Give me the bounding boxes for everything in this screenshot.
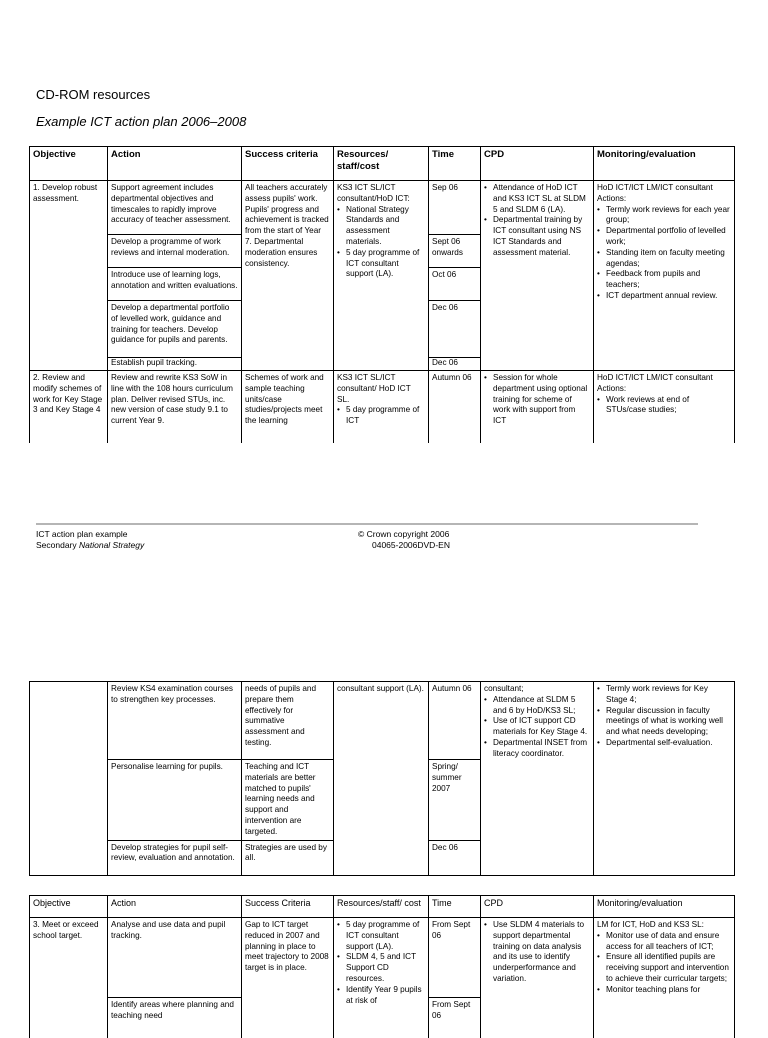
action-plan-table: [29, 146, 735, 443]
action-cell: Develop strategies for pupil self-review, evaluation and annotation.: [108, 840, 242, 875]
footer-divider: [36, 523, 698, 525]
header-success-criteria: Success criteria: [242, 147, 334, 181]
time-cell: Oct 06: [429, 268, 481, 301]
table-header-row: [30, 147, 735, 181]
header-cpd: CPD: [481, 147, 594, 181]
time-cell: From Sept 06: [429, 998, 481, 1038]
action-cell: Review and rewrite KS3 SoW in line with the 108 hours curriculum plan. Deliver revised STUs, inc. new version of case study 9.1 to current Year 9.: [108, 371, 242, 443]
time-cell: Dec 06: [429, 358, 481, 371]
header-monitoring: Monitoring/evaluation: [594, 896, 735, 918]
time-cell: Autumn 06: [429, 682, 481, 760]
cpd-cell: consultant; • Attendance at SLDM 5 and 6 by HoD/KS3 SL; • Use of ICT support CD materials for Key Stage 4. • Departmental INSET from literacy coordinator.: [481, 682, 594, 876]
time-cell: Dec 06: [429, 301, 481, 358]
page-heading: CD-ROM resources: [36, 87, 151, 102]
resources-cell: • 5 day programme of ICT consultant support (LA). • SLDM 4, 5 and ICT Support CD resources. • Identify Year 9 pupils at risk of: [334, 918, 429, 1038]
table-row: [30, 918, 735, 998]
success-cell: All teachers accurately assess pupils' work. Pupils' progress and achievement is tracked from the start of Year 7. Departmental moderation ensures consistency.: [242, 181, 334, 371]
cpd-cell: • Session for whole department using optional training for scheme of work with support from ICT: [481, 371, 594, 443]
action-cell: Review KS4 examination courses to strengthen key processes.: [108, 682, 242, 760]
objective-cell: [30, 682, 108, 876]
success-cell: Gap to ICT target reduced in 2007 and planning in place to meet trajectory to 2008 target is in place.: [242, 918, 334, 1038]
header-success-criteria: Success Criteria: [242, 896, 334, 918]
cpd-cell: • Attendance of HoD ICT and KS3 ICT SL at SLDM 5 and SLDM 6 (LA). • Departmental training by ICT consultant using NS ICT Standards and assessment material.: [481, 181, 594, 371]
objective-cell: 1. Develop robust assessment.: [30, 181, 108, 371]
table-row: [30, 682, 735, 760]
resources-cell: consultant support (LA).: [334, 682, 429, 876]
success-cell: needs of pupils and prepare them effectively for summative assessment and testing.: [242, 682, 334, 760]
header-objective: Objective: [30, 896, 108, 918]
action-cell: Develop a departmental portfolio of levelled work, guidance and training for teachers. Develop guidance for pupils and parents.: [108, 301, 242, 358]
monitoring-cell: LM for ICT, HoD and KS3 SL: • Monitor use of data and ensure access for all teachers of ICT; • Ensure all identified pupils are receiving support and intervention to achieve their curricular targets; • Monitor teaching plans for: [594, 918, 735, 1038]
success-cell: Teaching and ICT materials are better matched to pupils' learning needs and support and intervention are targeted.: [242, 760, 334, 841]
header-cpd: CPD: [481, 896, 594, 918]
header-action: Action: [108, 896, 242, 918]
time-cell: Sep 06: [429, 181, 481, 235]
time-cell: Autumn 06: [429, 371, 481, 443]
header-time: Time: [429, 147, 481, 181]
footer-left: ICT action plan example Secondary National Strategy: [36, 529, 145, 550]
table-header-row: [30, 896, 735, 918]
monitoring-cell: HoD ICT/ICT LM/ICT consultant Actions: • Termly work reviews for each year group; • Departmental portfolio of levelled work; • Standing item on faculty meeting agendas; • Feedback from pupils and teachers; • ICT department annual review.: [594, 181, 735, 371]
action-cell: Support agreement includes departmental objectives and timescales to rapidly improve accuracy of teacher assessment.: [108, 181, 242, 235]
action-cell: Develop a programme of work reviews and internal moderation.: [108, 235, 242, 268]
success-cell: Strategies are used by all.: [242, 840, 334, 875]
action-cell: Establish pupil tracking.: [108, 358, 242, 371]
time-cell: Sept 06 onwards: [429, 235, 481, 268]
time-cell: Spring/ summer 2007: [429, 760, 481, 841]
header-monitoring: Monitoring/evaluation: [594, 147, 735, 181]
table-row: [30, 371, 735, 443]
action-cell: Personalise learning for pupils.: [108, 760, 242, 841]
action-plan-table-2: [29, 895, 735, 1038]
resources-cell: KS3 ICT SL/ICT consultant/ HoD ICT SL. • 5 day programme of ICT: [334, 371, 429, 443]
header-resources: Resources/staff/ cost: [334, 896, 429, 918]
action-cell: Identify areas where planning and teaching need: [108, 998, 242, 1038]
page-subheading: Example ICT action plan 2006–2008: [36, 114, 247, 129]
monitoring-cell: • Termly work reviews for Key Stage 4; • Regular discussion in faculty meetings of what is working well and what needs developing; • Departmental self-evaluation.: [594, 682, 735, 876]
action-plan-continuation-table: [29, 681, 735, 876]
action-cell: Introduce use of learning logs, annotation and written evaluations.: [108, 268, 242, 301]
header-action: Action: [108, 147, 242, 181]
header-time: Time: [429, 896, 481, 918]
resources-cell: KS3 ICT SL/ICT consultant/HoD ICT: • National Strategy Standards and assessment materials. • 5 day programme of ICT consultant support (LA).: [334, 181, 429, 371]
cpd-cell: • Use SLDM 4 materials to support departmental training on data analysis and its use to identify underperformance and variation.: [481, 918, 594, 1038]
objective-cell: 3. Meet or exceed school target.: [30, 918, 108, 1038]
time-cell: Dec 06: [429, 840, 481, 875]
time-cell: From Sept 06: [429, 918, 481, 998]
success-cell: Schemes of work and sample teaching units/case studies/projects meet the learning: [242, 371, 334, 443]
monitoring-cell: HoD ICT/ICT LM/ICT consultant Actions: • Work reviews at end of STUs/case studies;: [594, 371, 735, 443]
objective-cell: 2. Review and modify schemes of work for Key Stage 3 and Key Stage 4: [30, 371, 108, 443]
action-cell: Analyse and use data and pupil tracking.: [108, 918, 242, 998]
table-row: [30, 181, 735, 235]
footer-right: © Crown copyright 2006 04065-2006DVD-EN: [358, 529, 450, 550]
header-objective: Objective: [30, 147, 108, 181]
header-resources: Resources/ staff/cost: [334, 147, 429, 181]
